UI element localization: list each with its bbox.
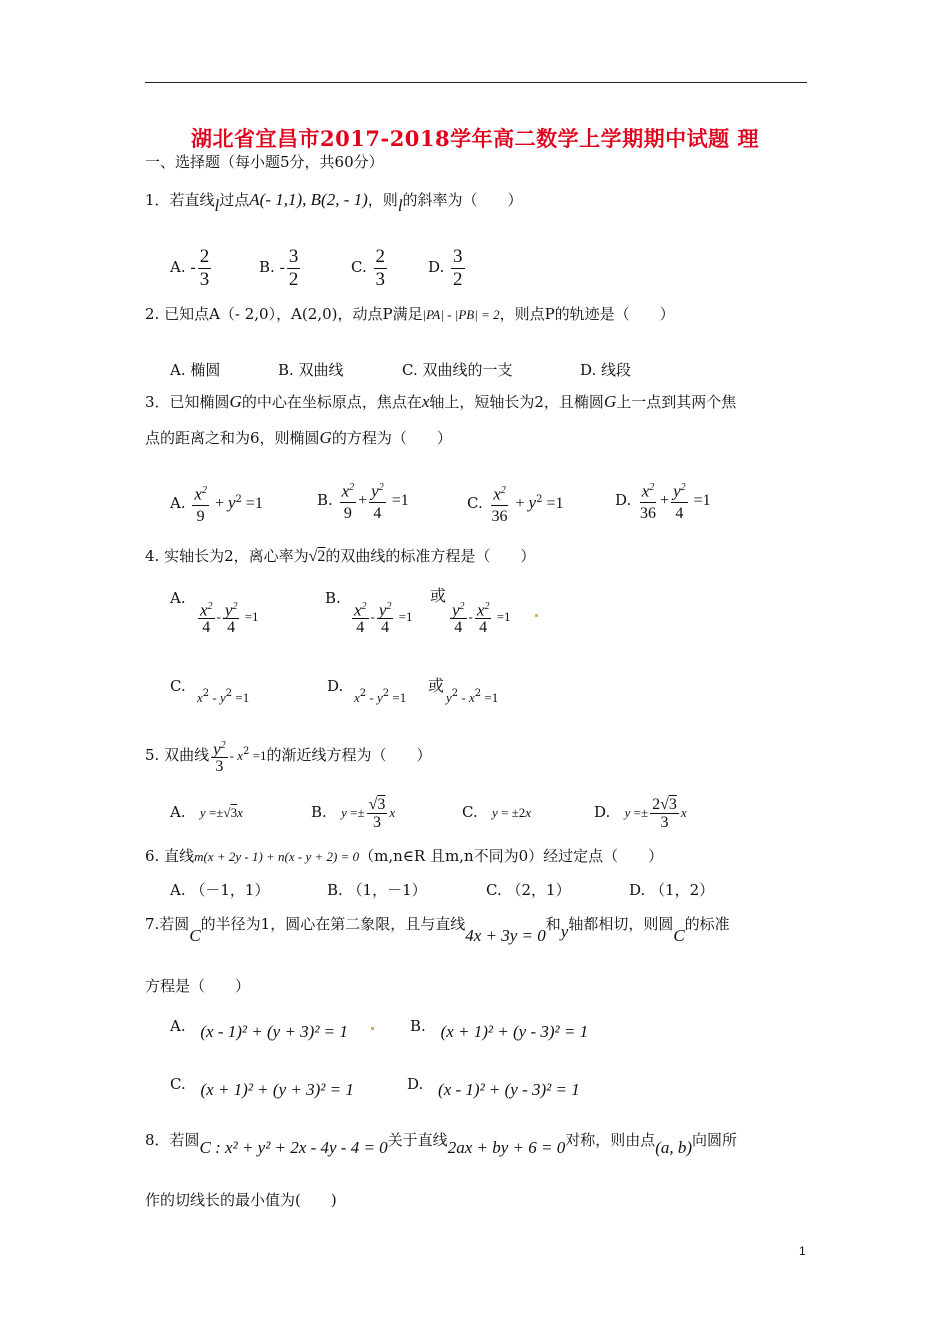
- question-4-option-d: $x^2 - y^2 =1$: [354, 688, 407, 705]
- question-6-option-d: D. （1，2）: [629, 881, 715, 899]
- question-3-option-c: C. $\frac{x^2}{36}$ + $y^2 =1$: [467, 476, 563, 524]
- question-2-option-d: D. 线段: [580, 361, 632, 379]
- question-4-option-c-label: C.: [170, 677, 186, 695]
- question-2-option-b: B. 双曲线: [278, 361, 344, 379]
- question-4-option-d-label: D.: [327, 677, 344, 695]
- question-7-stem-line1: 7.若圆C的半径为1，圆心在第二象限，且与直线4x + 3y = 0和y轴都相切，则圆C的标准: [145, 915, 730, 945]
- page-title: 湖北省宜昌市2017-2018学年高二数学上学期期中试题 理: [191, 126, 759, 151]
- question-4-option-c: $x^2 - y^2 =1$: [197, 688, 250, 705]
- question-1-option-c: C. $\frac{2}{3}$: [351, 245, 385, 290]
- question-8-stem-line2: 作的切线长的最小值为( ): [145, 1191, 337, 1209]
- question-7-option-d: D. (x - 1)² + (y - 3)² = 1: [407, 1075, 580, 1099]
- question-4-option-d-or: 或: [428, 676, 445, 695]
- question-4-option-a-label: A.: [170, 589, 186, 607]
- question-4-option-b-label: B.: [325, 589, 341, 607]
- question-1-stem: 1．若直线l过点A(- 1,1), B(2, - 1)，则l的斜率为（ ）: [145, 190, 523, 215]
- section-heading: 一、选择题（每小题5分，共60分）: [145, 153, 384, 171]
- question-3-option-b: B. $\frac{x^2}{9}$ + $\frac{y^2}{4}$ =1: [317, 476, 409, 524]
- question-7-option-a: A. (x - 1)² + (y + 3)² = 1: [170, 1017, 348, 1041]
- question-3-stem-line1: 3．已知椭圆G的中心在坐标原点，焦点在x轴上，短轴长为2，且椭圆G上一点到其两个焦: [145, 392, 737, 411]
- question-1-option-a: A. - $\frac{2}{3}$: [170, 245, 210, 290]
- question-3-option-a: A. $\frac{x^2}{9}$ + $y^2 =1$: [170, 476, 263, 524]
- question-4-option-d-alt: $y^2 - x^2 =1$: [446, 688, 499, 705]
- stray-mark: [371, 1027, 374, 1030]
- stray-mark: [535, 614, 538, 617]
- question-5-option-a: A. y =±√3x: [170, 803, 243, 821]
- question-1-option-b: B. - $\frac{3}{2}$: [259, 245, 299, 290]
- question-4-option-b-alt: $\frac{y^2}{4}$ - $\frac{x^2}{4}$ =1: [448, 596, 511, 636]
- question-2-stem: 2. 已知点A（- 2,0），A(2,0)，动点P满足|PA| - |PB| = 2，则点P的轨迹是（ ）: [145, 305, 675, 323]
- question-7-option-c: C. (x + 1)² + (y + 3)² = 1: [170, 1075, 354, 1099]
- question-2-option-c: C. 双曲线的一支: [402, 361, 513, 379]
- question-5-stem: 5. 双曲线 $\frac{y^2}{3}$ - $x^2 =1$的渐近线方程为（ ）: [145, 730, 432, 774]
- question-1-option-d: D. $\frac{3}{2}$: [428, 245, 463, 290]
- question-5-option-b: B. y =± $\frac{√3}{3}$ x: [311, 795, 396, 831]
- question-3-option-d: D. $\frac{x^2}{36}$ + $\frac{y^2}{4}$ =1: [615, 476, 711, 524]
- question-5-option-d: D. y =± $\frac{2√3}{3}$ x: [594, 795, 687, 831]
- question-6-option-b: B. （1，－1）: [327, 881, 427, 899]
- question-6-option-c: C. （2，1）: [486, 881, 571, 899]
- page-number: 1: [799, 1244, 806, 1258]
- question-6-stem: 6. 直线m(x + 2y - 1) + n(x - y + 2) = 0（m,n∈R 且m,n不同为0）经过定点（ ）: [145, 847, 664, 865]
- question-4-option-b-or: 或: [430, 586, 447, 605]
- question-2-option-a: A. 椭圆: [170, 361, 221, 379]
- question-6-option-a: A. （－1，1）: [170, 881, 270, 899]
- question-4-stem: 4. 实轴长为2，离心率为√2的双曲线的标准方程是（ ）: [145, 547, 536, 565]
- question-3-stem-line2: 点的距离之和为6，则椭圆G的方程为（ ）: [145, 428, 452, 447]
- question-4-option-a: $\frac{x^2}{4}$ - $\frac{y^2}{4}$ =1: [196, 596, 259, 636]
- question-8-stem-line1: 8．若圆C : x² + y² + 2x - 4y - 4 = 0关于直线2ax + by + 6 = 0对称，则由点(a, b)向圆所: [145, 1131, 738, 1157]
- question-7-stem-line2: 方程是（ ）: [145, 977, 251, 995]
- question-4-option-b: $\frac{x^2}{4}$ - $\frac{y^2}{4}$ =1: [350, 596, 413, 636]
- question-7-option-b: B. (x + 1)² + (y - 3)² = 1: [410, 1017, 589, 1041]
- header-rule: [145, 82, 807, 83]
- question-5-option-c: C. y = ±2x: [462, 803, 532, 821]
